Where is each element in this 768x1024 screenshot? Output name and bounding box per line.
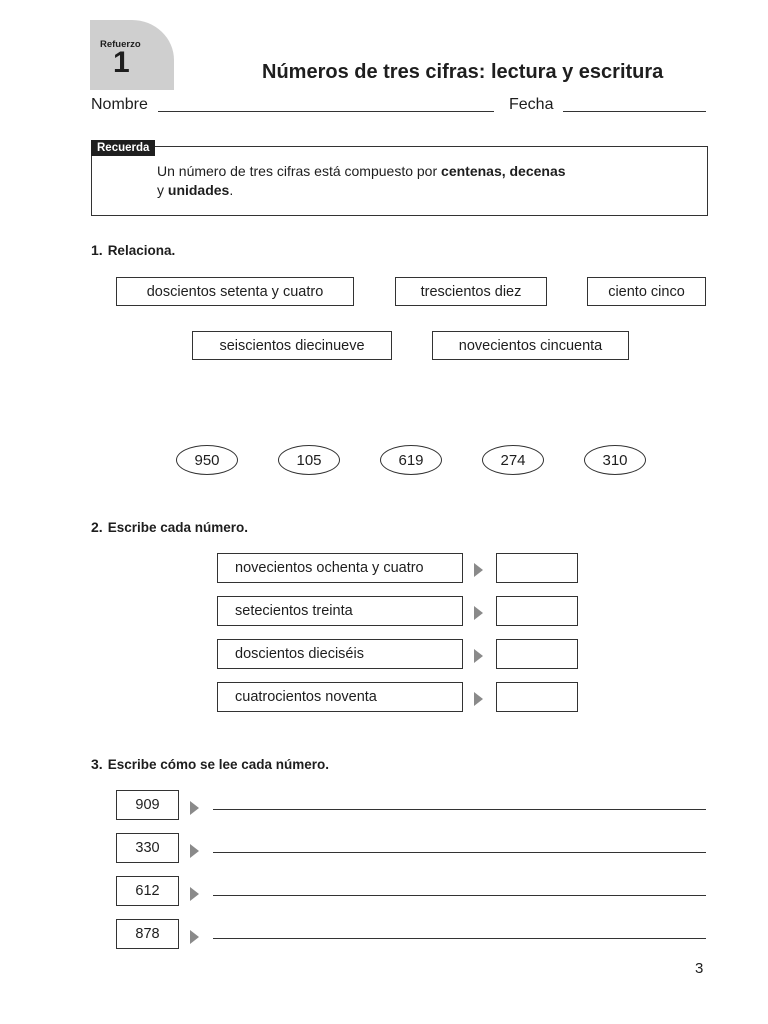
exercise-2-number: 2.: [91, 519, 103, 535]
name-field[interactable]: [158, 111, 494, 112]
exercise-1-instruction: Relaciona.: [107, 243, 176, 258]
arrow-icon: [190, 844, 199, 858]
word-prompt-1: novecientos ochenta y cuatro: [217, 553, 463, 583]
recuerda-text-1: Un número de tres cifras está compuesto por: [157, 163, 442, 179]
page-number: 3: [695, 960, 704, 977]
arrow-icon: [190, 930, 199, 944]
number-oval-2[interactable]: 105: [278, 445, 340, 475]
exercise-3-number: 3.: [91, 756, 103, 772]
word-card-5[interactable]: novecientos cincuenta: [432, 331, 629, 360]
answer-box-2[interactable]: [496, 596, 578, 626]
word-prompt-4: cuatrocientos noventa: [217, 682, 463, 712]
number-prompt-2: 330: [116, 833, 179, 863]
number-prompt-1: 909: [116, 790, 179, 820]
number-prompt-3: 612: [116, 876, 179, 906]
date-field[interactable]: [563, 111, 706, 112]
exercise-1-number: 1.: [91, 242, 103, 258]
answer-box-4[interactable]: [496, 682, 578, 712]
word-prompt-2: setecientos treinta: [217, 596, 463, 626]
number-oval-4[interactable]: 274: [482, 445, 544, 475]
recuerda-text-3: .: [229, 182, 234, 198]
arrow-icon: [474, 606, 483, 620]
exercise-2-title: [91, 519, 248, 535]
arrow-icon: [190, 801, 199, 815]
exercise-2-instruction: Escribe cada número.: [107, 520, 248, 535]
exercise-3-instruction: Escribe cómo se lee cada número.: [107, 757, 330, 772]
arrow-icon: [474, 649, 483, 663]
answer-box-1[interactable]: [496, 553, 578, 583]
section-tab: [90, 20, 174, 90]
number-prompt-4: 878: [116, 919, 179, 949]
answer-box-3[interactable]: [496, 639, 578, 669]
word-card-1[interactable]: doscientos setenta y cuatro: [116, 277, 354, 306]
word-prompt-3: doscientos dieciséis: [217, 639, 463, 669]
tab-label: Refuerzo: [100, 39, 141, 50]
arrow-icon: [190, 887, 199, 901]
exercise-1-title: [91, 242, 175, 258]
name-label: Nombre: [91, 96, 148, 113]
date-label: Fecha: [509, 96, 554, 113]
recuerda-bold-1: centenas, decenas: [441, 163, 566, 179]
tab-number: 1: [113, 46, 130, 79]
recuerda-tag: Recuerda: [91, 140, 155, 156]
answer-line-4[interactable]: [213, 938, 706, 939]
page-title: Números de tres cifras: lectura y escritura: [262, 61, 664, 83]
arrow-icon: [474, 563, 483, 577]
arrow-icon: [474, 692, 483, 706]
recuerda-bold-2: unidades: [167, 182, 230, 198]
word-card-4[interactable]: seiscientos diecinueve: [192, 331, 392, 360]
word-card-3[interactable]: ciento cinco: [587, 277, 706, 306]
recuerda-text-2: y: [157, 182, 168, 198]
answer-line-1[interactable]: [213, 809, 706, 810]
number-oval-1[interactable]: 950: [176, 445, 238, 475]
number-oval-5[interactable]: 310: [584, 445, 646, 475]
number-oval-3[interactable]: 619: [380, 445, 442, 475]
word-card-2[interactable]: trescientos diez: [395, 277, 547, 306]
answer-line-2[interactable]: [213, 852, 706, 853]
recuerda-text: [157, 162, 677, 200]
exercise-3-title: [91, 756, 329, 772]
answer-line-3[interactable]: [213, 895, 706, 896]
